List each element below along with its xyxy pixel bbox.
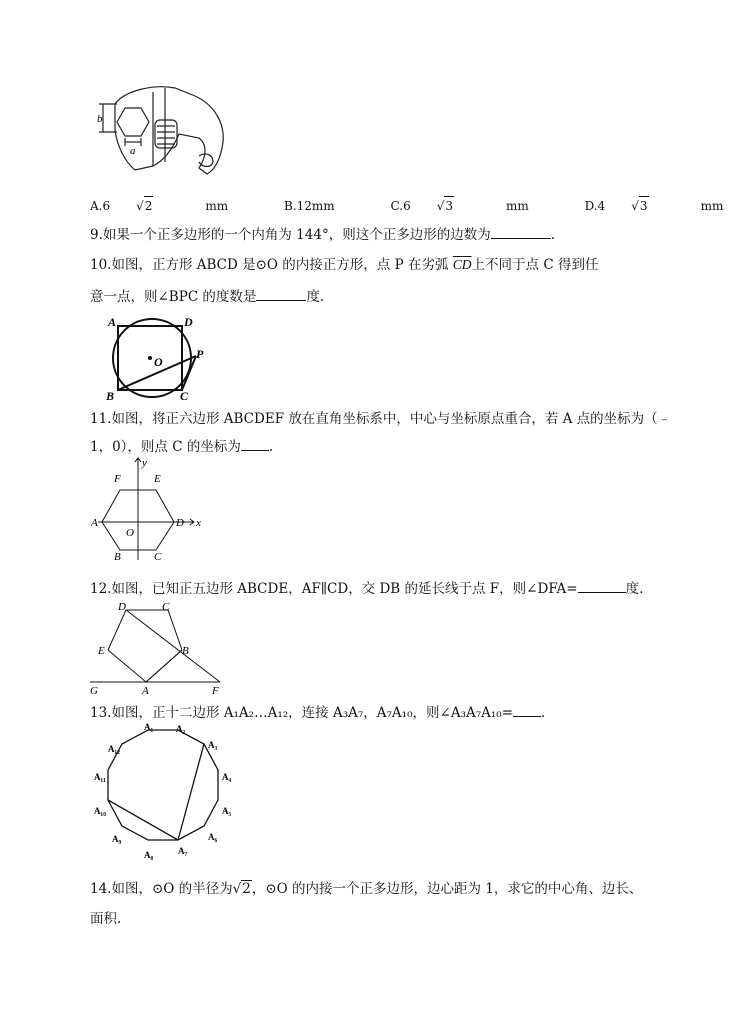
- label-C: C: [180, 389, 189, 403]
- option-d: D.4 √3 mm: [585, 196, 745, 215]
- label-D: D: [184, 315, 193, 329]
- label-D: D: [176, 517, 184, 529]
- label-B: B: [182, 645, 189, 657]
- dodecagon-figure: [90, 720, 240, 860]
- label-y: y: [142, 457, 147, 469]
- sqrt-2: √2: [232, 881, 251, 897]
- q9-text: 9.如果一个正多边形的一个内角为 144°，则这个正多边形的边数为 .: [90, 224, 555, 244]
- label-a5: A₅: [222, 806, 232, 816]
- circle-square-figure: [100, 314, 210, 404]
- q11-line2: 1，0），则点 C 的坐标为 .: [90, 436, 273, 456]
- arc-cd: $\overline{CD}$: [452, 257, 472, 272]
- label-a10: A₁₀: [94, 806, 106, 816]
- label-x: x: [196, 517, 201, 529]
- label-a11: A₁₁: [94, 772, 106, 782]
- label-P: P: [196, 347, 204, 361]
- label-E: E: [98, 645, 105, 657]
- label-C: C: [154, 551, 162, 563]
- q8-options: [90, 196, 745, 215]
- q10-line2: 意一点，则∠BPC 的度数是 度.: [90, 286, 324, 306]
- answer-blank: [491, 224, 551, 239]
- hexagon-coordinate-figure: [90, 454, 210, 564]
- answer-blank: [241, 436, 269, 451]
- label-a1: A₁: [144, 722, 154, 732]
- label-a4: A₄: [222, 772, 232, 782]
- label-O: O: [126, 527, 134, 539]
- label-B: B: [106, 389, 115, 403]
- q14-line2: 面积.: [90, 911, 122, 927]
- label-A: A: [108, 315, 117, 329]
- label-a6: A₆: [208, 832, 218, 842]
- label-a3: A₃: [208, 740, 218, 750]
- q13-text: 13.如图，正十二边形 A₁A₂…A₁₂，连接 A₃A₇，A₇A₁₀，则∠A₃A₇A₁₀= .: [90, 702, 545, 722]
- option-c: C.6 √3 mm: [391, 196, 555, 215]
- option-a: A.6 √2 mm: [90, 196, 254, 215]
- wrench-figure: [95, 82, 235, 182]
- answer-blank: [256, 286, 306, 301]
- label-F: F: [212, 685, 219, 697]
- label-E: E: [154, 473, 161, 485]
- answer-blank: [513, 702, 541, 717]
- pentagon-figure: [86, 598, 236, 698]
- q14-line1: 14.如图，⊙O 的半径为√2，⊙O 的内接一个正多边形，边心距为 1，求它的中心角、边长、: [90, 881, 643, 897]
- label-O: O: [154, 355, 163, 369]
- label-G: G: [90, 685, 98, 697]
- label-a8: A₈: [144, 850, 154, 860]
- label-a9: A₉: [112, 834, 122, 844]
- label-F: F: [114, 473, 121, 485]
- label-A: A: [91, 517, 98, 529]
- label-a: a: [130, 145, 136, 157]
- label-a2: A₂: [176, 724, 186, 734]
- label-b: b: [97, 113, 103, 125]
- label-A: A: [142, 685, 149, 697]
- label-B: B: [114, 551, 121, 563]
- label-a12: A₁₂: [108, 744, 120, 754]
- q11-line1: 11.如图，将正六边形 ABCDEF 放在直角坐标系中，中心与坐标原点重合，若 A 点的坐标为（﹣: [90, 411, 672, 427]
- q10-line1: 10.如图，正方形 ABCD 是⊙O 的内接正方形，点 P 在劣弧 $\overline{CD}$上不同于点 C 得到任: [90, 257, 599, 273]
- label-D: D: [118, 601, 126, 613]
- answer-blank: [578, 578, 626, 593]
- label-C: C: [162, 601, 170, 613]
- option-b: B.12mm: [284, 199, 335, 213]
- q12-text: 12.如图，已知正五边形 ABCDE，AF∥CD，交 DB 的延长线于点 F，则∠DFA= 度.: [90, 578, 643, 598]
- label-a7: A₇: [178, 846, 188, 856]
